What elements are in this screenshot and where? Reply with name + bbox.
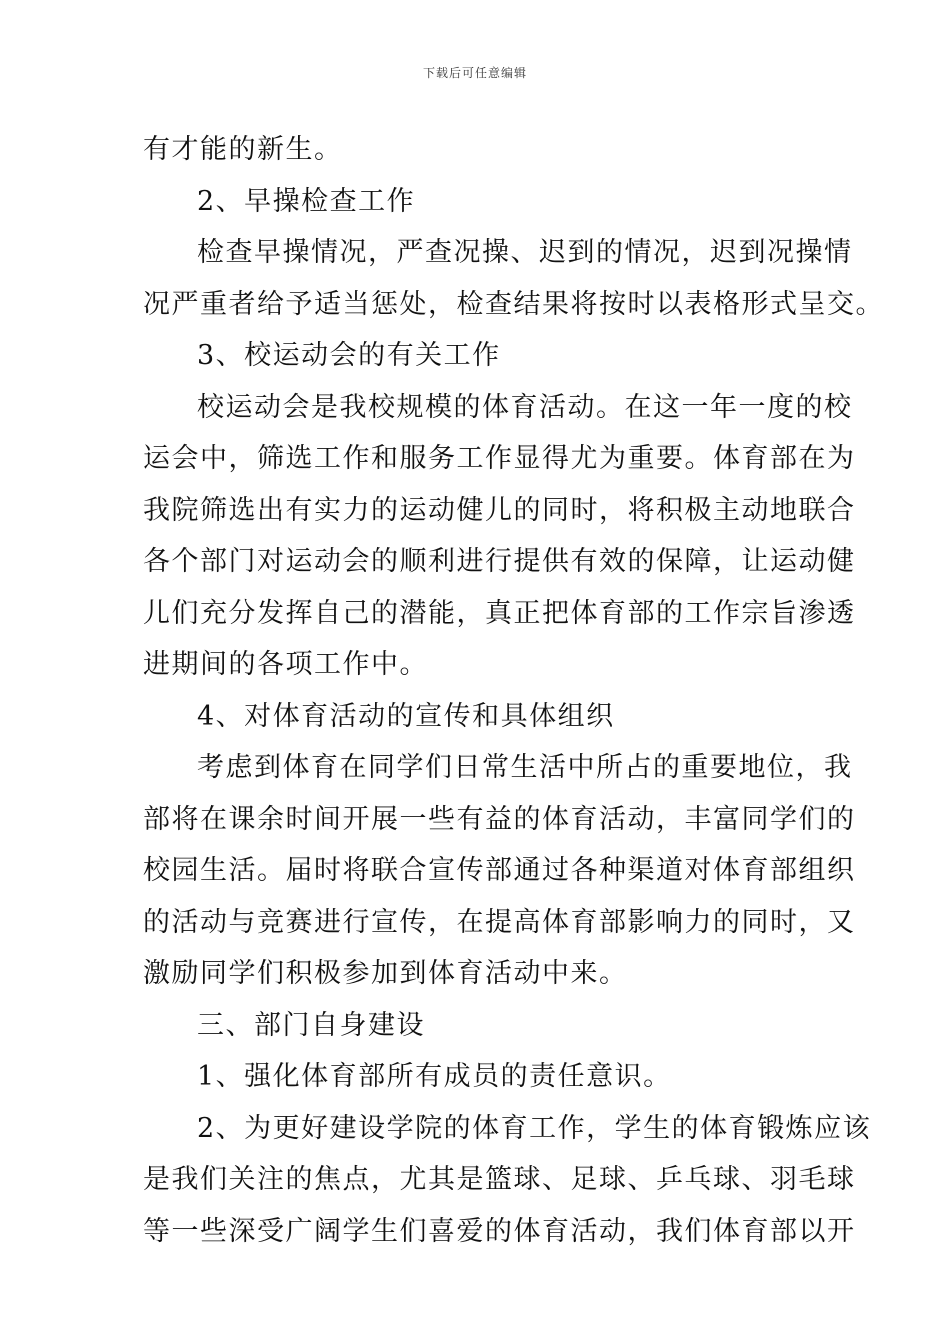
- paragraph-line: 考虑到体育在同学们日常生活中所占的重要地位，我: [197, 752, 853, 783]
- paragraph-line: 儿们充分发挥自己的潜能，真正把体育部的工作宗旨渗透: [143, 597, 856, 629]
- paragraph-line: 2、为更好建设学院的体育工作，学生的体育锻炼应该: [197, 1112, 872, 1144]
- paragraph-line: 校运动会是我校规模的体育活动。在这一年一度的校: [197, 391, 853, 423]
- paragraph-line: 运会中，筛选工作和服务工作显得尤为重要。体育部在为: [143, 443, 856, 474]
- document-body: [143, 124, 884, 1257]
- paragraph-line: 况严重者给予适当惩处，检查结果将按时以表格形式呈交。: [143, 288, 884, 320]
- paragraph-line: 我院筛选出有实力的运动健儿的同时，将积极主动地联合: [143, 494, 856, 526]
- paragraph-line: 是我们关注的焦点，尤其是篮球、足球、乒乓球、羽毛球: [143, 1164, 856, 1195]
- section-heading: 2、早操检查工作: [197, 185, 416, 217]
- page-header: 下载后可任意编辑: [422, 66, 527, 80]
- paragraph-line: 等一些深受广阔学生们喜爱的体育活动，我们体育部以开: [143, 1215, 856, 1247]
- paragraph-line: 各个部门对运动会的顺利进行提供有效的保障，让运动健: [143, 546, 856, 577]
- section-heading: 3、校运动会的有关工作: [197, 340, 501, 371]
- paragraph-line: 检查早操情况，严查况操、迟到的情况，迟到况操情: [197, 237, 853, 268]
- paragraph-line: 进期间的各项工作中。: [143, 649, 428, 680]
- list-item: 1、强化体育部所有成员的责任意识。: [197, 1061, 672, 1092]
- section-heading: 4、对体育活动的宣传和具体组织: [197, 700, 615, 732]
- body-line: 有才能的新生。: [143, 134, 343, 165]
- paragraph-line: 校园生活。届时将联合宣传部通过各种渠道对体育部组织: [143, 855, 856, 886]
- paragraph-line: 的活动与竞赛进行宣传，在提高体育部影响力的同时，又: [143, 906, 856, 938]
- paragraph-line: 部将在课余时间开展一些有益的体育活动，丰富同学们的: [143, 803, 856, 835]
- paragraph-line: 激励同学们积极参加到体育活动中来。: [143, 958, 628, 989]
- section-heading: 三、部门自身建设: [197, 1009, 425, 1041]
